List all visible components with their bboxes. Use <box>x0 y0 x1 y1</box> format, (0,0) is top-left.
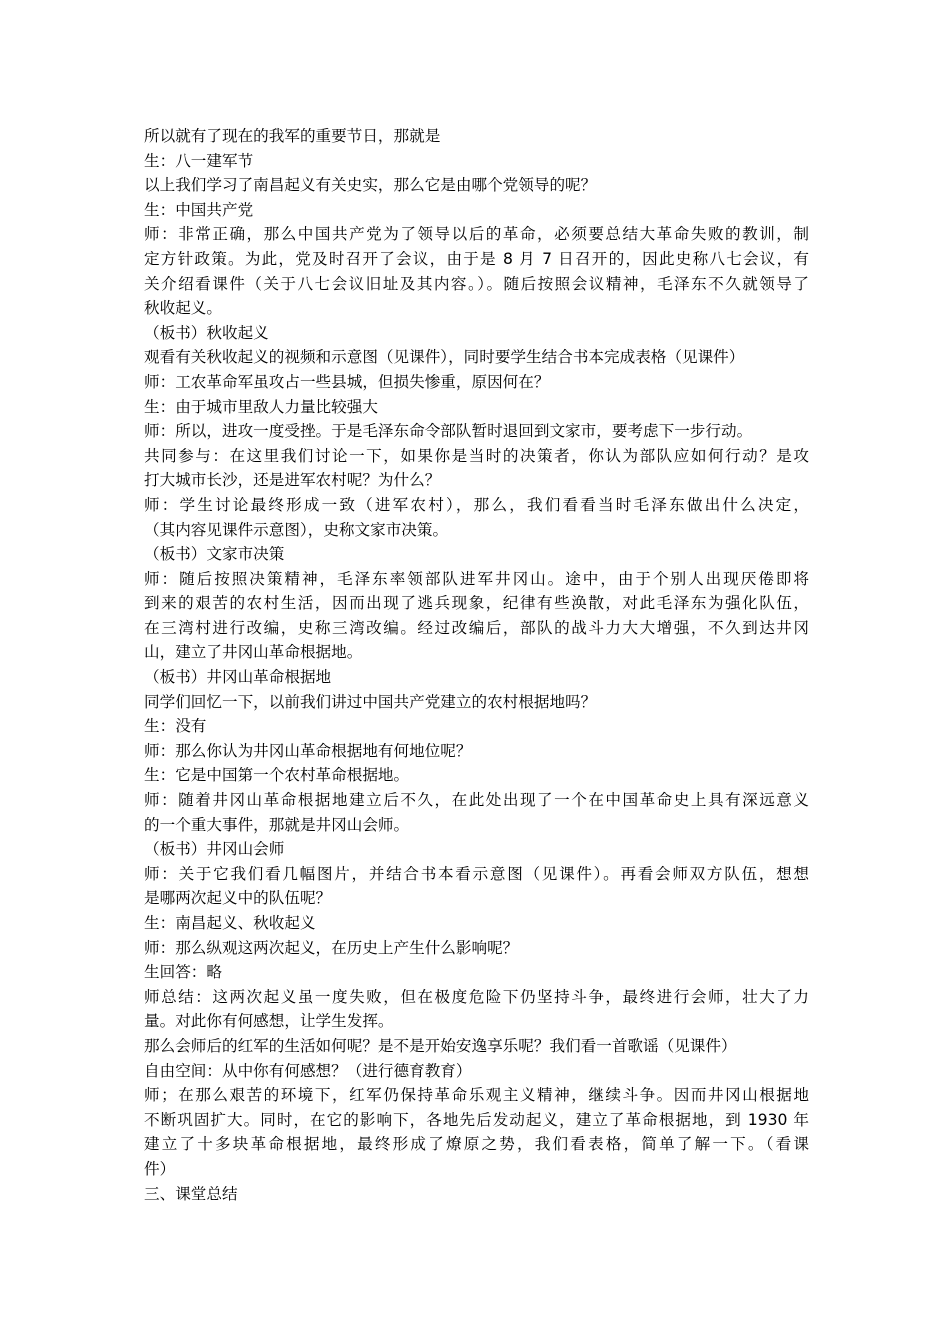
text-line: （板书）文家市决策 <box>144 545 285 564</box>
text-line: 师：随后按照决策精神，毛泽东率领部队进军井冈山。途中，由于个别人出现厌倦即将 <box>144 569 809 588</box>
text-line: （板书）井冈山革命根据地 <box>144 668 332 687</box>
text-line: 到来的艰苦的农村生活，因而出现了逃兵现象，纪律有些涣散，对此毛泽东为强化队伍， <box>144 594 809 613</box>
text-line: 秋收起义。 <box>144 299 222 318</box>
text-line: 生：它是中国第一个农村革命根据地。 <box>144 766 410 785</box>
text-line: 打大城市长沙，还是进军农村呢？为什么？ <box>144 471 441 490</box>
text-line: 师总结：这两次起义虽一度失败，但在极度危险下仍坚持斗争，最终进行会师，壮大了力 <box>144 987 809 1006</box>
text-line: 同学们回忆一下，以前我们讲过中国共产党建立的农村根据地吗？ <box>144 692 597 711</box>
text-line: 生：中国共产党 <box>144 200 254 219</box>
text-line: 师：随着井冈山革命根据地建立后不久，在此处出现了一个在中国革命史上具有深远意义 <box>144 791 809 810</box>
text-line: 建立了十多块革命根据地，最终形成了燎原之势，我们看表格，简单了解一下。（看课 <box>144 1135 809 1154</box>
text-line: 师：所以，进攻一度受挫。于是毛泽东命令部队暂时退回到文家市，要考虑下一步行动。 <box>144 422 753 441</box>
text-line: 是哪两次起义中的队伍呢？ <box>144 889 332 908</box>
document-body <box>144 124 809 1206</box>
text-line: 所以就有了现在的我军的重要节日，那就是 <box>144 127 441 145</box>
text-line: 的一个重大事件，那就是井冈山会师。 <box>144 815 410 834</box>
text-line: 师：非常正确，那么中国共产党为了领导以后的革命，必须要总结大革命失败的教训，制 <box>144 225 809 244</box>
text-line: 不断巩固扩大。同时，在它的影响下，各地先后发动起义，建立了革命根据地，到 1930 年 <box>144 1110 809 1129</box>
text-line: 生：没有 <box>144 717 207 736</box>
text-line: 关介绍看课件（关于八七会议旧址及其内容。）。随后按照会议精神，毛泽东不久就领导了 <box>144 274 809 293</box>
text-line: （其内容见课件示意图），史称文家市决策。 <box>144 520 449 539</box>
text-line: 师：那么纵观这两次起义，在历史上产生什么影响呢？ <box>144 938 519 957</box>
text-line: （板书）井冈山会师 <box>144 840 285 859</box>
text-line: 定方针政策。为此，党及时召开了会议，由于是 8 月 7 日召开的，因此史称八七会议，有 <box>144 249 809 268</box>
text-line: 量。对此你有何感想，让学生发挥。 <box>144 1012 394 1031</box>
text-line: 那么会师后的红军的生活如何呢？是不是开始安逸享乐呢？我们看一首歌谣（见课件） <box>144 1036 737 1055</box>
text-line: 生：八一建军节 <box>144 151 254 170</box>
text-line: 师：学生讨论最终形成一致（进军农村），那么，我们看看当时毛泽东做出什么决定， <box>144 495 809 514</box>
text-line: 生：由于城市里敌人力量比较强大 <box>144 397 378 416</box>
text-line: 观看有关秋收起义的视频和示意图（见课件），同时要学生结合书本完成表格（见课件） <box>144 348 745 367</box>
text-line: 师：那么你认为井冈山革命根据地有何地位呢？ <box>144 741 472 760</box>
text-line: 件） <box>144 1159 176 1178</box>
text-line: 生回答：略 <box>144 963 222 982</box>
text-line: 自由空间：从中你有何感想？（进行德育教育） <box>144 1061 472 1080</box>
text-line: （板书）秋收起义 <box>144 323 269 342</box>
text-line: 生：南昌起义、秋收起义 <box>144 914 316 932</box>
text-line: 师：关于它我们看几幅图片，并结合书本看示意图（见课件）。再看会师双方队伍，想想 <box>144 864 809 883</box>
text-line: 在三湾村进行改编，史称三湾改编。经过改编后，部队的战斗力大大增强，不久到达井冈 <box>144 618 809 637</box>
text-line: 山，建立了井冈山革命根据地。 <box>144 643 363 662</box>
text-line: 师；在那么艰苦的环境下，红军仍保持革命乐观主义精神，继续斗争。因而井冈山根据地 <box>144 1086 809 1105</box>
section-heading: 三、课堂总结 <box>144 1184 238 1203</box>
text-line: 师：工农革命军虽攻占一些县城，但损失惨重，原因何在？ <box>144 372 550 391</box>
text-line: 以上我们学习了南昌起义有关史实，那么它是由哪个党领导的呢？ <box>144 176 597 195</box>
text-line: 共同参与：在这里我们讨论一下，如果你是当时的决策者，你认为部队应如何行动？是攻 <box>144 446 809 465</box>
